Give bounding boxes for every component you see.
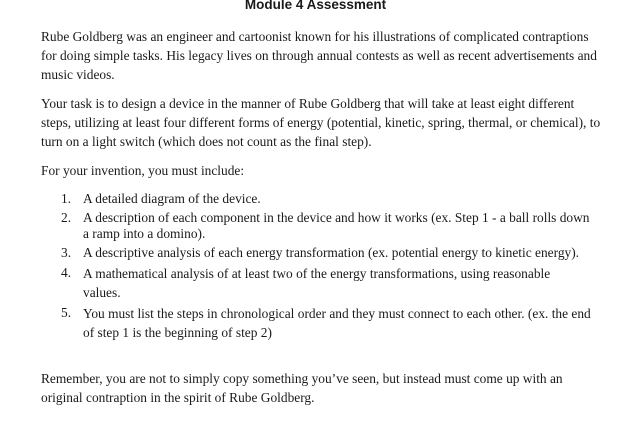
list-item-text: You must list the steps in chronological order and they must connect to each other. (ex. the end of step 1 is the beginning of step 2) — [83, 306, 591, 340]
list-item — [61, 264, 591, 302]
list-item-text: A description of each component in the device and how it works (ex. Step 1 - a ball rolls down a ramp into a domino). — [83, 210, 590, 241]
list-item — [61, 191, 591, 207]
intro-paragraph: Rube Goldberg was an engineer and cartoonist known for his illustrations of complicated contraptions for doing simple tasks. His legacy lives on through annual contests as well as recent advertisements and music videos. — [41, 29, 597, 82]
requirements-list — [61, 191, 591, 345]
page-title: Module 4 Assessment — [244, 0, 387, 12]
list-item-text: A mathematical analysis of at least two of the energy transformations, using reasonable values. — [83, 266, 551, 300]
list-item — [61, 210, 591, 242]
list-item-text: A detailed diagram of the device. — [83, 191, 261, 206]
list-item — [61, 304, 591, 342]
list-item-number: 1. — [61, 191, 72, 206]
list-item — [61, 245, 591, 261]
list-item-number: 3. — [61, 245, 72, 260]
task-paragraph: Your task is to design a device in the manner of Rube Goldberg that will take at least eight different steps, utilizing at least four different forms of energy (potential, kinetic, spring, thermal, or chemical), to turn on a light switch (which does not count as the final step). — [41, 96, 601, 149]
list-item-number: 2. — [61, 210, 72, 225]
requirements-intro: For your invention, you must include: — [41, 163, 245, 178]
list-item-text: A descriptive analysis of each energy transformation (ex. potential energy to kinetic energy). — [83, 245, 580, 260]
list-item-number: 4. — [61, 265, 72, 280]
closing-paragraph: Remember, you are not to simply copy something you’ve seen, but instead must come up with an original contraption in the spirit of Rube Goldberg. — [41, 371, 563, 405]
list-item-number: 5. — [61, 305, 72, 320]
